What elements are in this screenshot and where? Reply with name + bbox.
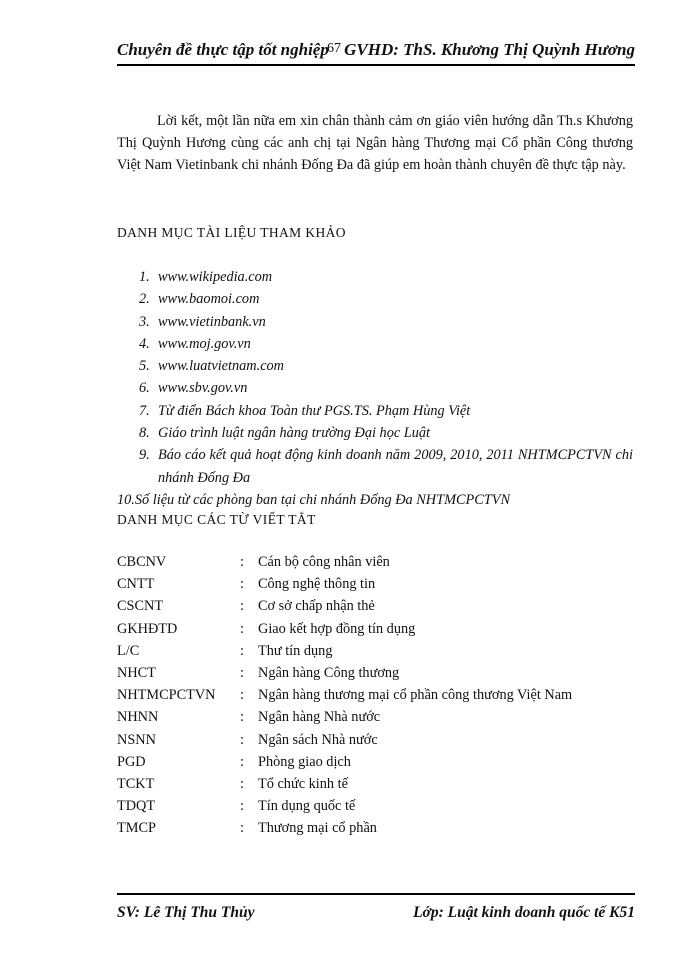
abbreviations-table <box>117 554 637 842</box>
reference-text: www.vietinbank.vn <box>158 313 266 330</box>
abbreviation-separator: : <box>240 820 244 837</box>
abbreviation-row <box>117 798 637 820</box>
abbreviation-separator: : <box>240 620 244 637</box>
closing-paragraph: Lời kết, một lần nữa em xin chân thành cảm ơn giáo viên hướng dẫn Th.s Khương Thị Quỳnh Hương cùng các anh chị tại Ngân hàng Thương mại Cổ phần Công thương Việt Nam Vietinbank chi nhánh Đống Đa đã giúp em hoàn thành chuyên đề thực tập này. <box>117 113 633 173</box>
reference-text: Từ điển Bách khoa Toàn thư PGS.TS. Phạm Hùng Việt <box>158 402 471 419</box>
abbreviation-code: TMCP <box>117 820 156 837</box>
page-number: 67 <box>327 41 341 56</box>
abbreviation-row <box>117 576 637 598</box>
reference-text: www.sbv.gov.vn <box>158 380 248 397</box>
abbreviation-separator: : <box>240 598 244 615</box>
abbreviation-code: CSCNT <box>117 598 164 615</box>
abbreviation-row <box>117 820 637 842</box>
reference-number: 9. <box>139 447 150 464</box>
abbreviation-separator: : <box>240 642 244 659</box>
reference-item <box>117 288 633 310</box>
abbreviation-separator: : <box>240 775 244 792</box>
reference-number: 6. <box>139 380 150 397</box>
abbreviation-code: PGD <box>117 753 146 770</box>
reference-item <box>117 266 633 288</box>
reference-text: www.moj.gov.vn <box>158 335 251 352</box>
abbreviation-code: NHCT <box>117 664 156 681</box>
reference-text: Số liệu từ các phòng ban tại chi nhánh Đống Đa NHTMCPCTVN <box>134 491 511 508</box>
reference-text: www.luatvietnam.com <box>158 358 285 375</box>
abbreviation-code: NSNN <box>117 731 156 748</box>
abbreviation-meaning: Ngân hàng Công thương <box>258 664 400 681</box>
reference-text: Giáo trình luật ngân hàng trường Đại học Luật <box>158 425 430 442</box>
class-name: Lớp: Luật kinh doanh quốc tế K51 <box>413 904 635 921</box>
abbreviation-separator: : <box>240 709 244 726</box>
references-title: DANH MỤC TÀI LIỆU THAM KHẢO <box>117 225 346 240</box>
page-footer <box>117 893 635 928</box>
abbreviation-meaning: Cán bộ công nhân viên <box>258 554 390 570</box>
student-name: SV: Lê Thị Thu Thủy <box>117 904 255 921</box>
reference-number: 8. <box>139 425 150 442</box>
abbreviation-code: TCKT <box>117 775 155 792</box>
reference-item <box>117 444 633 489</box>
abbreviation-row <box>117 709 637 731</box>
abbreviation-meaning: Thư tín dụng <box>258 642 333 659</box>
abbreviation-meaning: Ngân sách Nhà nước <box>258 731 378 748</box>
abbreviation-row <box>117 665 637 687</box>
abbreviation-code: NHTMCPCTVN <box>117 687 216 704</box>
abbreviation-row <box>117 776 637 798</box>
abbreviation-code: L/C <box>117 642 140 659</box>
abbreviation-code: CBCNV <box>117 554 167 570</box>
reference-item <box>117 355 633 377</box>
abbreviation-separator: : <box>240 664 244 681</box>
abbreviation-meaning: Ngân hàng Nhà nước <box>258 709 381 726</box>
references-list <box>117 266 633 511</box>
abbreviation-meaning: Tín dụng quốc tế <box>258 798 356 815</box>
reference-item <box>117 311 633 333</box>
abbreviation-row <box>117 754 637 776</box>
abbreviation-meaning: Giao kết hợp đồng tín dụng <box>258 620 416 637</box>
header-advisor: GVHD: ThS. Khương Thị Quỳnh Hương <box>344 40 635 59</box>
reference-number: 2. <box>139 291 150 308</box>
reference-item <box>117 422 633 444</box>
reference-item <box>117 489 633 511</box>
abbreviations-title: DANH MỤC CÁC TỪ VIẾT TẮT <box>117 512 316 527</box>
abbreviation-separator: : <box>240 731 244 748</box>
abbreviation-row <box>117 732 637 754</box>
reference-text: www.baomoi.com <box>158 291 260 308</box>
reference-number: 10. <box>117 491 135 508</box>
reference-number: 5. <box>139 358 150 375</box>
abbreviation-separator: : <box>240 576 244 593</box>
abbreviation-meaning: Tổ chức kinh tế <box>258 775 348 792</box>
abbreviation-separator: : <box>240 753 244 770</box>
reference-number: 3. <box>139 313 150 330</box>
reference-item <box>117 377 633 399</box>
reference-number: 4. <box>139 335 150 352</box>
reference-number: 1. <box>139 269 150 285</box>
reference-text: www.wikipedia.com <box>158 269 273 285</box>
abbreviation-separator: : <box>240 798 244 815</box>
reference-item <box>117 333 633 355</box>
abbreviation-row <box>117 598 637 620</box>
abbreviation-meaning: Công nghệ thông tin <box>258 576 376 593</box>
abbreviation-meaning: Phòng giao dịch <box>258 753 351 770</box>
abbreviation-code: TDQT <box>117 798 156 815</box>
abbreviation-code: NHNN <box>117 709 159 726</box>
abbreviation-separator: : <box>240 687 244 704</box>
page-header <box>117 40 635 66</box>
abbreviation-row <box>117 643 637 665</box>
abbreviation-row <box>117 687 637 709</box>
abbreviation-code: CNTT <box>117 576 155 593</box>
abbreviation-meaning: Thương mại cổ phần <box>258 820 377 837</box>
abbreviation-row <box>117 554 637 576</box>
abbreviation-meaning: Cơ sở chấp nhận thẻ <box>258 598 375 615</box>
reference-text: Báo cáo kết quả hoạt động kinh doanh năm 2009, 2010, 2011 NHTMCPCTVN chi nhánh Đống Đa <box>158 447 633 486</box>
header-title: Chuyên đề thực tập tốt nghiệp <box>117 40 329 59</box>
abbreviation-row <box>117 621 637 643</box>
reference-number: 7. <box>139 402 150 419</box>
reference-item <box>117 400 633 422</box>
abbreviation-code: GKHĐTD <box>117 620 178 637</box>
abbreviation-separator: : <box>240 554 244 570</box>
abbreviation-meaning: Ngân hàng thương mại cổ phần công thương Việt Nam <box>258 687 573 704</box>
